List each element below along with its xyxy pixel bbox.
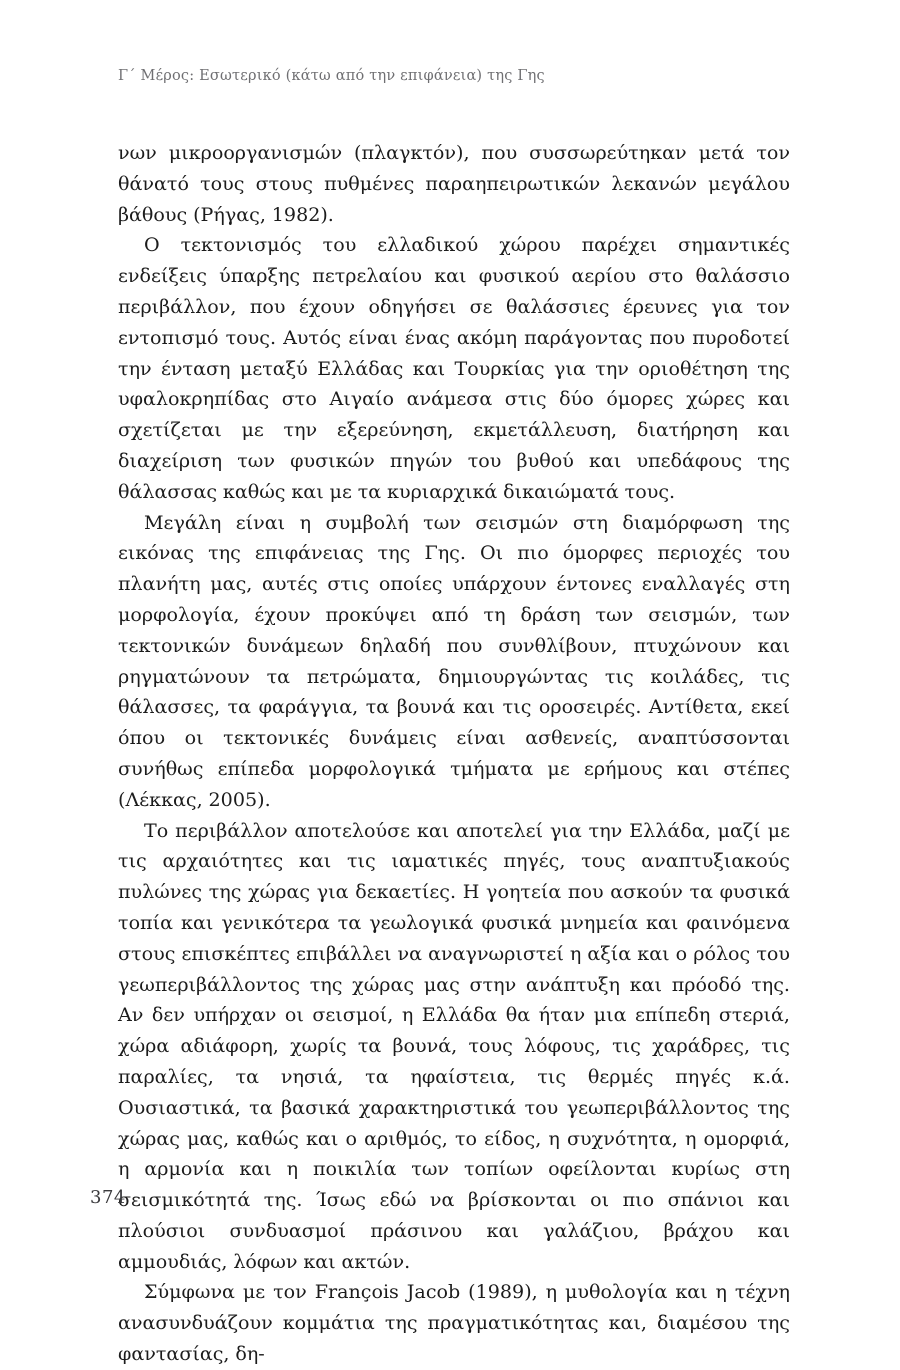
body-text-column: [118, 138, 790, 1370]
paragraph: Ο τεκτονισμός του ελλαδικού χώρου παρέχει σημαντικές ενδείξεις ύπαρξης πετρελαίου και φυσικού αερίου στο θαλάσσιο περιβάλλον, που έχουν οδηγήσει σε θαλάσσιες έρευνες για τον εντοπισμό τους. Αυτός είναι ένας ακόμη παράγοντας που πυροδοτεί την ένταση μεταξύ Ελλάδας και Τουρκίας για την οριοθέτηση της υφαλοκρηπίδας στο Αιγαίο ανάμεσα στις δύο όμορες χώρες και σχετίζεται με την εξερεύνηση, εκμετάλλευση, διατήρηση και διαχείριση των φυσικών πηγών του βυθού και υπεδάφους της θάλασσας καθώς και με τα κυριαρχικά δικαιώματά τους.: [118, 233, 790, 503]
page-number: 374: [90, 1187, 126, 1208]
paragraph: Μεγάλη είναι η συμβολή των σεισμών στη διαμόρφωση της εικόνας της επιφάνειας της Γης. Οι πιο όμορφες περιοχές του πλανήτη μας, αυτές στις οποίες υπάρχουν έντονες εναλλαγές στη μορφολογία, έχουν προκύψει από τη δράση των σεισμών, των τεκτονικών δυνάμεων δηλαδή που συνθλίβουν, πτυχώνουν και ρηγματώνουν τα πετρώματα, δημιουργώντας τις κοιλάδες, τις θάλασσες, τα φαράγγια, τα βουνά και τις οροσειρές. Αντίθετα, εκεί όπου οι τεκτονικές δυνάμεις είναι ασθενείς, αναπτύσσονται συνήθως επίπεδα μορφολογικά τμήματα με ερήμους και στέπες (Λέκκας, 2005).: [118, 510, 790, 811]
paragraph: νων μικροοργανισμών (πλαγκτόν), που συσσωρεύτηκαν μετά τον θάνατό τους στους πυθμένες παραηπειρωτικών λεκανών μεγάλου βάθους (Ρήγας, 1982).: [118, 141, 790, 226]
running-header: Γ΄ Μέρος: Εσωτερικό (κάτω από την επιφάνεια) της Γης: [118, 68, 545, 84]
paragraph: Το περιβάλλον αποτελούσε και αποτελεί για την Ελλάδα, μαζί με τις αρχαιότητες και τις ιαματικές πηγές, τους αναπτυξιακούς πυλώνες της χώρας για δεκαετίες. Η γοητεία που ασκούν τα φυσικά τοπία και γενικότερα τα γεωλογικά φυσικά μνημεία και φαινόμενα στους επισκέπτες επιβάλλει να αναγνωριστεί η αξία και ο ρόλος του γεωπεριβάλλοντος της χώρας μας στην ανάπτυξη και πρόοδό της. Αν δεν υπήρχαν οι σεισμοί, η Ελλάδα θα ήταν μια επίπεδη στεριά, χώρα αδιάφορη, χωρίς τα βουνά, τους λόφους, τις χαράδρες, τις παραλίες, τα νησιά, τα ηφαίστεια, τις θερμές πηγές κ.ά. Ουσιαστικά, τα βασικά χαρακτηριστικά του γεωπεριβάλλοντος της χώρας μας, καθώς και ο αριθμός, το είδος, η συχνότητα, η ομορφιά, η αρμονία και η ποικιλία των τοπίων οφείλονται κυρίως στη σεισμικότητά της. Ίσως εδώ να βρίσκονται οι πιο σπάνιοι και πλούσιοι συνδυασμοί πράσινου και γαλάζιου, βράχου και αμμουδιάς, λόφων και ακτών.: [118, 818, 790, 1273]
paragraph: Σύμφωνα με τον François Jacob (1989), η μυθολογία και η τέχνη ανασυνδυάζουν κομμάτια της πραγματικότητας και, διαμέσου της φαντασίας, δη-: [118, 1280, 790, 1366]
